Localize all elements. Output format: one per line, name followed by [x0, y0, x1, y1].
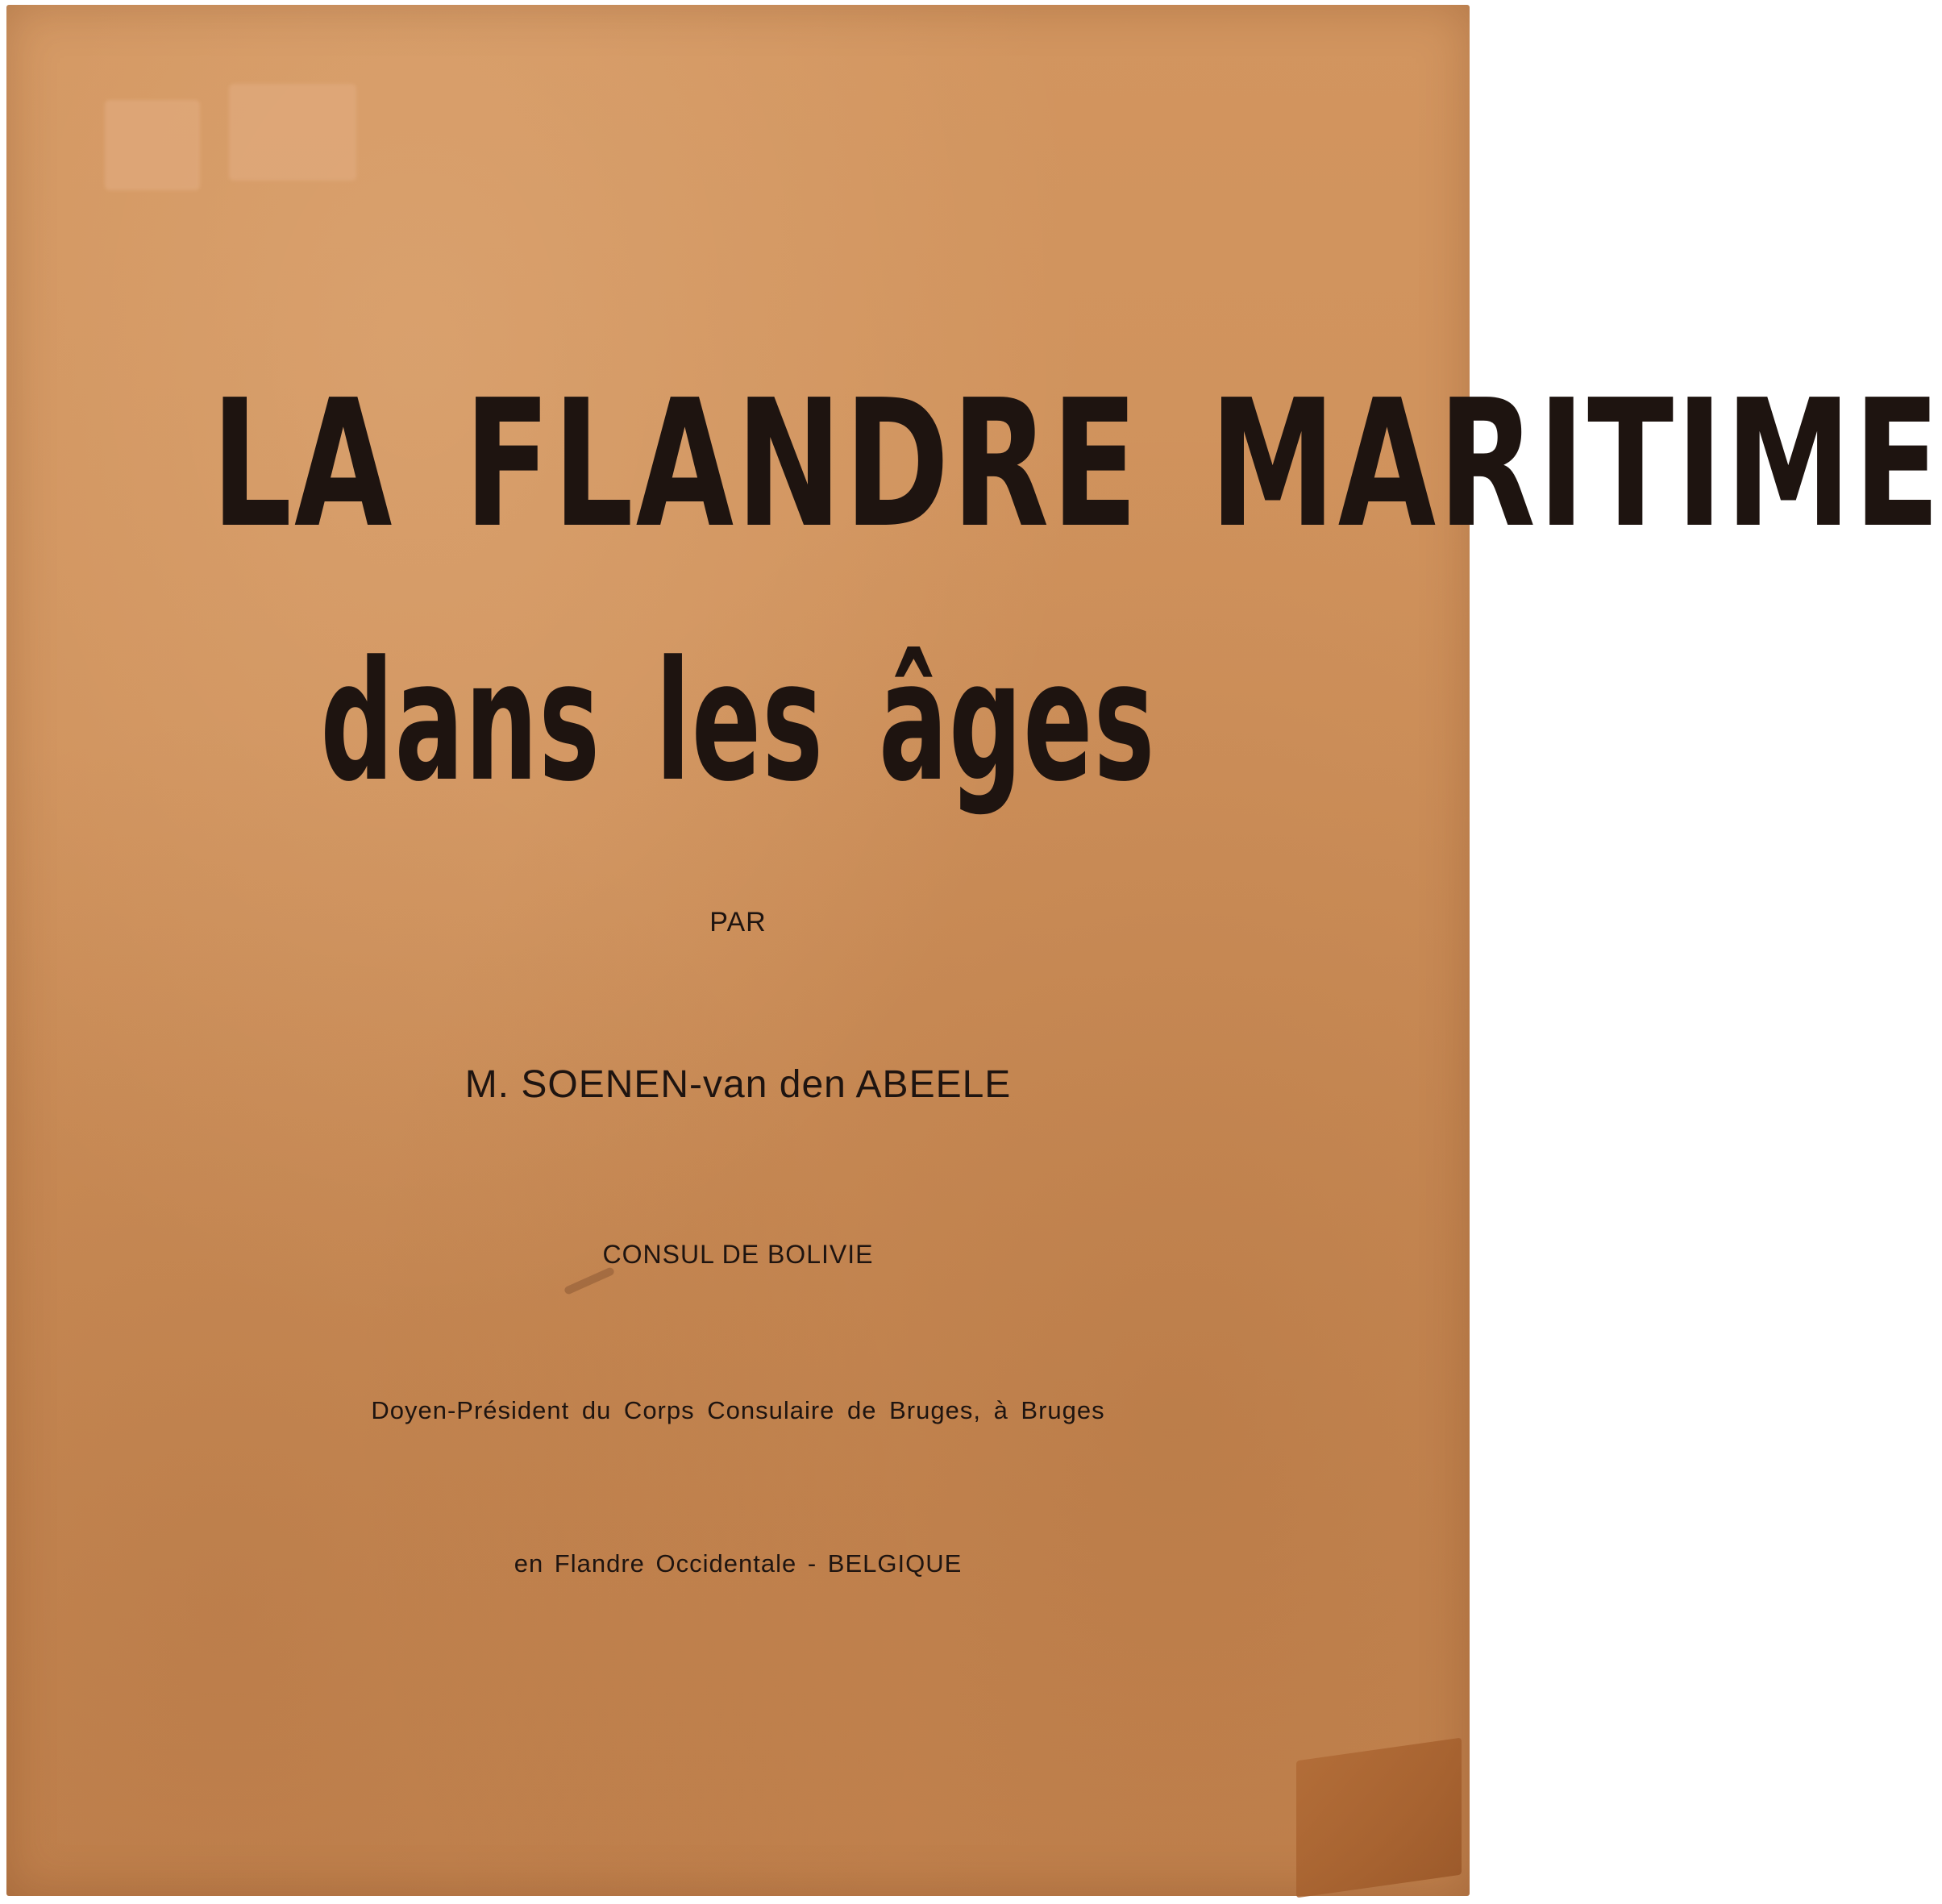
paper-wear-patch [105, 100, 200, 190]
ink-smudge [563, 1266, 615, 1295]
author-affiliation: Doyen-Président du Corps Consulaire de Bruges, à Bruges [371, 1396, 1105, 1424]
location-line: en Flandre Occidentale - BELGIQUE [514, 1549, 963, 1578]
author-role: CONSUL DE BOLIVIE [602, 1240, 874, 1269]
corner-stain [1296, 1738, 1462, 1898]
title-main: LA FLANDRE MARITIME [211, 363, 1942, 567]
book-cover [6, 5, 1942, 1896]
title-subtitle: dans les âges [320, 626, 1156, 818]
by-label: PAR [709, 907, 767, 937]
paper-wear-patch [229, 84, 356, 181]
author-name: M. SOENEN-van den ABEELE [464, 1063, 1012, 1106]
